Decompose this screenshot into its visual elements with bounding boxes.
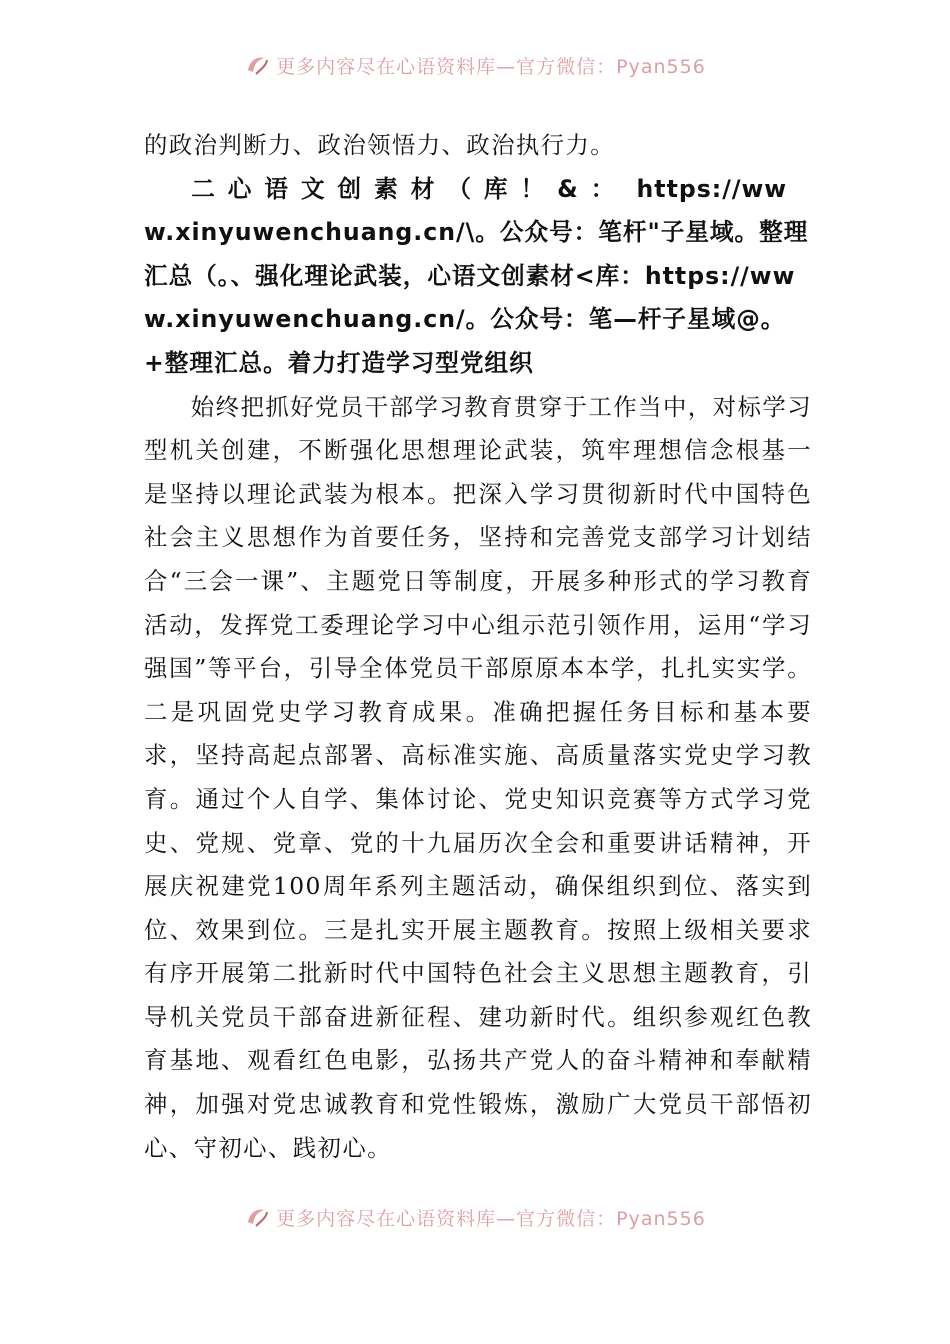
continuation-paragraph: 的政治判断力、政治领悟力、政治执行力。 xyxy=(144,131,616,159)
watermark-text: 更多内容尽在心语资料库—官方微信：Pyan556 xyxy=(276,1208,706,1230)
pen-swirl-logo-icon xyxy=(244,1208,270,1230)
heading-prefix: 二心语文创素材（库！&： xyxy=(191,174,628,203)
header-watermark xyxy=(0,56,950,86)
document-body xyxy=(144,124,812,1170)
heading-rest: https://www.xinyuwenchuang.cn/\。公众号：笔杆"子星域。整理汇总（。、强化理论武装，心语文创素材<库：https://www.xinyuwenchuang.cn/。公众号：笔—杆子星域@。+整理汇总。着力打造学习型党组织 xyxy=(144,174,809,377)
watermark-text: 更多内容尽在心语资料库—官方微信：Pyan556 xyxy=(276,56,706,78)
section-heading xyxy=(144,168,812,386)
pen-swirl-logo-icon xyxy=(244,56,270,78)
body-paragraph: 始终把抓好党员干部学习教育贯穿于工作当中，对标学习型机关创建，不断强化思想理论武装，筑牢理想信念根基一是坚持以理论武装为根本。把深入学习贯彻新时代中国特色社会主义思想作为首要任务，坚持和完善党支部学习计划结合“三会一课”、主题党日等制度，开展多种形式的学习教育活动，发挥党工委理论学习中心组示范引领作用，运用“学习强国”等平台，引导全体党员干部原原本本学，扎扎实实学。二是巩固党史学习教育成果。准确把握任务目标和基本要求，坚持高起点部署、高标准实施、高质量落实党史学习教育。通过个人自学、集体讨论、党史知识竞赛等方式学习党史、党规、党章、党的十九届历次全会和重要讲话精神，开展庆祝建党100周年系列主题活动，确保组织到位、落实到位、效果到位。三是扎实开展主题教育。按照上级相关要求有序开展第二批新时代中国特色社会主义思想主题教育，引导机关党员干部奋进新征程、建功新时代。组织参观红色教育基地、观看红色电影，弘扬共产党人的奋斗精神和奉献精神，加强对党忠诚教育和党性锻炼，激励广大党员干部悟初心、守初心、践初心。 xyxy=(144,392,812,1162)
footer-watermark xyxy=(0,1208,950,1238)
